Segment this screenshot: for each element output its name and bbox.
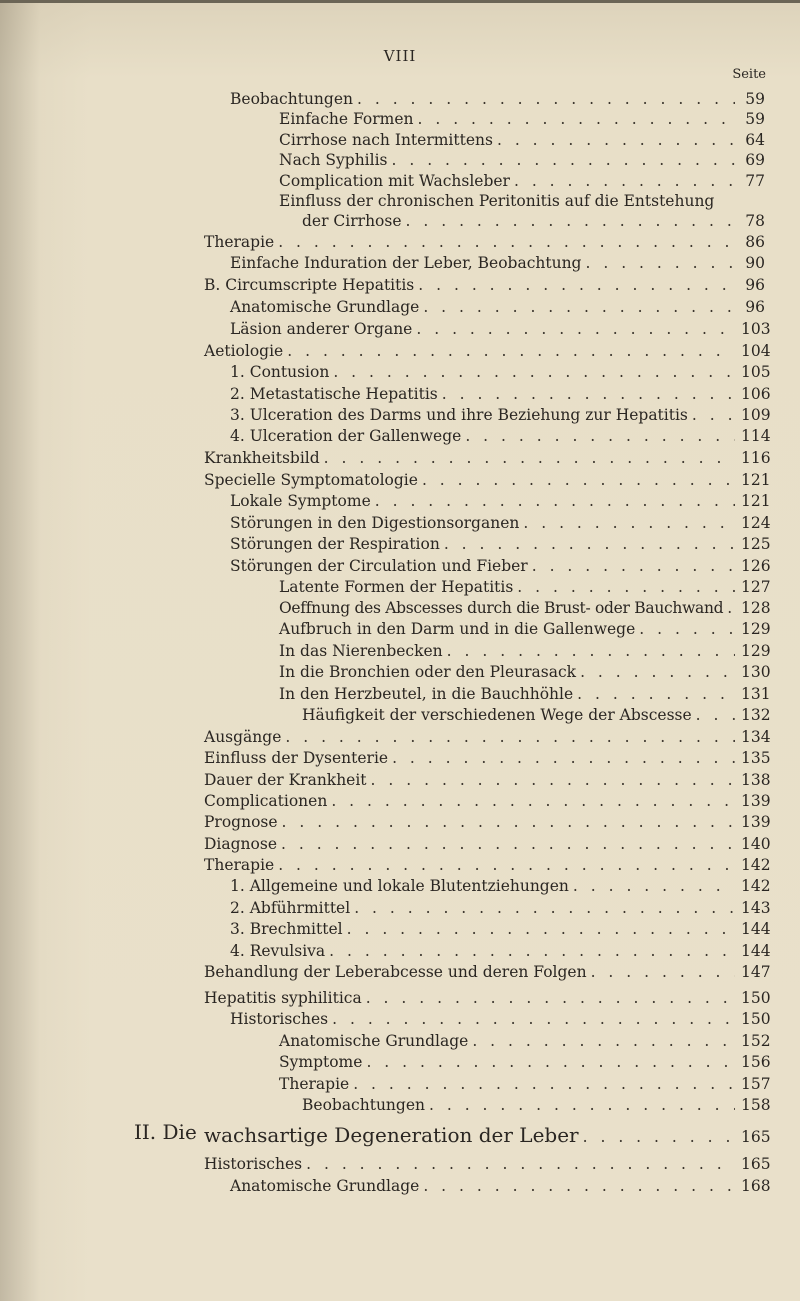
toc-entry-page: 77 [745,172,765,190]
toc-entry[interactable] [230,555,771,577]
toc-entry-title: Einfluss der Dysenterie [204,749,389,767]
toc-entry-page: 96 [745,276,765,294]
toc-entry-page: 59 [745,90,765,108]
toc-entry-page: 125 [741,535,771,553]
toc-entry-page: 103 [741,320,771,338]
top-rule [0,0,800,3]
toc-entry[interactable] [204,726,771,748]
toc-entry-page: 156 [741,1053,771,1071]
toc-entry-page: 152 [741,1032,771,1050]
toc-entry-page: 86 [745,233,765,251]
toc-entry[interactable] [279,149,765,171]
toc-entry-page: 168 [741,1177,771,1195]
toc-entry-page: 143 [741,899,771,917]
toc-entry[interactable] [204,447,771,469]
toc-entry[interactable] [204,811,771,833]
toc-entry-title: Complicationen [204,792,328,810]
toc-entry-title: Aufbruch in den Darm und in die Gallenwege [279,620,636,638]
toc-entry-page: 109 [741,406,771,424]
toc-entry-page: 150 [741,1010,771,1028]
toc-entry[interactable] [204,961,771,983]
toc-entry[interactable] [204,469,771,491]
toc-entry-page: 64 [745,131,765,149]
toc-entry[interactable] [230,383,771,405]
toc-entry[interactable] [204,274,765,296]
toc-entry-title: Therapie [204,233,275,251]
toc-entry-page: 129 [741,642,771,660]
toc-entry[interactable] [302,704,771,726]
toc-entry-title: Einfluss der chronischen Peritonitis auf die Entstehung [279,192,715,210]
toc-entry-page: 127 [741,578,771,596]
toc-entry-page: 158 [741,1096,771,1114]
toc-entry-title: Therapie [204,856,275,874]
toc-entry-page: 121 [741,492,771,510]
toc-entry[interactable] [204,747,771,769]
toc-entry-title: Cirrhose nach Intermittens [279,131,493,149]
toc-entry-page: 114 [741,427,771,445]
seite-column-label: Seite [732,67,766,82]
toc-entry-title: wachsartige Degeneration der Leber [204,1123,579,1147]
toc-entry[interactable] [279,640,771,662]
toc-entry-page: 139 [741,813,771,831]
page-number: VIII [383,47,417,65]
toc-entry-page: 104 [741,342,771,360]
toc-entry-title: Beobachtungen [230,90,353,108]
toc-entry-page: 130 [741,663,771,681]
toc-entry[interactable] [204,1121,771,1149]
toc-entry-page: 142 [741,856,771,874]
toc-entry-title: Therapie [279,1075,350,1093]
toc-entry[interactable] [230,252,765,274]
toc-entry-title: Latente Formen der Hepatitis [279,578,514,596]
toc-entry[interactable] [230,897,771,919]
toc-entry-page: 147 [741,963,771,981]
toc-entry-page: 165 [741,1155,771,1173]
toc-entry[interactable] [204,1153,771,1175]
toc-entry-page: 126 [741,557,771,575]
toc-entry-title: Diagnose [204,835,277,853]
toc-entry-page: 144 [741,920,771,938]
toc-entry[interactable] [279,576,771,598]
toc-entry[interactable] [230,875,771,897]
toc-entry-page: 150 [741,989,771,1007]
toc-entry[interactable] [230,296,765,318]
toc-entry[interactable] [279,1030,771,1052]
toc-entry-title: 3. Ulceration des Darms und ihre Beziehung zur Hepatitis [230,406,688,424]
toc-entry[interactable] [279,683,771,705]
toc-entry-title: Störungen der Circulation und Fieber [230,557,528,575]
toc-entry-page: 138 [741,771,771,789]
toc-entry[interactable] [230,512,771,534]
toc-entry-title: Oeffnung des Abscesses durch die Brust- oder Bauchwand [279,599,724,617]
toc-entry-title: 4. Revulsiva [230,942,326,960]
part-number: II. Die [134,1120,197,1144]
toc-entry-page: 165 [741,1128,771,1146]
toc-entry[interactable] [302,210,765,232]
toc-entry-title: 3. Brechmittel [230,920,343,938]
toc-entry-title: Störungen in den Digestionsorganen [230,514,520,532]
toc-entry-title: Aetiologie [204,342,284,360]
toc-entry-title: Nach Syphilis [279,151,388,169]
toc-entry-title: Anatomische Grundlage [230,298,420,316]
toc-entry[interactable] [230,1175,771,1197]
toc-entry[interactable] [279,129,765,151]
toc-entry-title: Einfache Induration der Leber, Beobachtung [230,254,582,272]
toc-entry-title: Krankheitsbild [204,449,320,467]
toc-entry-title: Läsion anderer Organe [230,320,413,338]
toc-entry-title: In die Bronchien oder den Pleurasack [279,663,577,681]
toc-entry-title: Anatomische Grundlage [230,1177,420,1195]
toc-entry[interactable] [230,318,771,340]
toc-entry-page: 140 [741,835,771,853]
toc-entry-title: 1. Contusion [230,363,330,381]
toc-entry[interactable] [279,1073,771,1095]
toc-entry-title: Historisches [204,1155,303,1173]
toc-entry[interactable] [230,361,771,383]
toc-entry-title: Lokale Symptome [230,492,371,510]
toc-entry[interactable] [279,170,765,192]
toc-entry-page: 90 [745,254,765,272]
toc-entry[interactable] [230,425,771,447]
toc-entry-title: Ausgänge [204,728,282,746]
toc-entry-title: Symptome [279,1053,363,1071]
toc-entry-title: Historisches [230,1010,329,1028]
toc-entry-title: der Cirrhose [302,212,402,230]
toc-entry-title: Störungen der Respiration [230,535,440,553]
toc-entry-title: Hepatitis syphilitica [204,989,362,1007]
toc-entry-page: 134 [741,728,771,746]
toc-entry[interactable] [204,340,771,362]
toc-entry[interactable] [204,833,771,855]
toc-entry[interactable] [230,490,771,512]
toc-entry-title: Complication mit Wachsleber [279,172,510,190]
toc-entry-title: 2. Metastatische Hepatitis [230,385,438,403]
toc-entry-page: 144 [741,942,771,960]
toc-entry-title: Beobachtungen [302,1096,425,1114]
toc-entry[interactable] [279,1051,771,1073]
toc-entry[interactable] [204,769,771,791]
toc-entry-page: 124 [741,514,771,532]
toc-entry-page: 121 [741,471,771,489]
toc-entry-title: 1. Allgemeine und lokale Blutentziehungen [230,877,569,895]
toc-entry-title: In den Herzbeutel, in die Bauchhöhle [279,685,574,703]
toc-entry[interactable] [302,1094,771,1116]
toc-entry[interactable] [230,533,771,555]
toc-entry-title: Specielle Symptomatologie [204,471,418,489]
toc-entry-page: 69 [745,151,765,169]
toc-entry[interactable] [204,790,771,812]
toc-entry[interactable] [279,618,771,640]
toc-entry-title: Dauer der Krankheit [204,771,367,789]
toc-entry[interactable] [230,88,765,110]
toc-entry[interactable] [204,231,765,253]
toc-entry-page: 128 [741,599,771,617]
toc-entry-page: 157 [741,1075,771,1093]
toc-entry-page: 129 [741,620,771,638]
toc-entry-page: 139 [741,792,771,810]
toc-entry[interactable] [230,918,771,940]
toc-entry-page: 142 [741,877,771,895]
toc-entry[interactable] [230,1008,771,1030]
toc-entry-page: 132 [741,706,771,724]
toc-entry-title: 4. Ulceration der Gallenwege [230,427,462,445]
toc-entry[interactable] [230,404,771,426]
toc-entry-title: Behandlung der Leberabcesse und deren Folgen [204,963,587,981]
toc-entry[interactable] [204,987,771,1009]
toc-entry-page: 135 [741,749,771,767]
toc-entry-page: 78 [745,212,765,230]
toc-entry-title: Einfache Formen [279,110,414,128]
toc-entry-page: 96 [745,298,765,316]
toc-entry-title: Anatomische Grundlage [279,1032,469,1050]
toc-entry-page: 116 [741,449,771,467]
toc-entry-page: 59 [745,110,765,128]
toc-entry-title: In das Nierenbecken [279,642,443,660]
toc-entry[interactable] [279,661,771,683]
toc-entry[interactable] [204,854,771,876]
toc-entry[interactable] [279,597,771,619]
toc-entry[interactable] [279,108,765,130]
toc-entry-title: Häufigkeit der verschiedenen Wege der Abscesse [302,706,692,724]
toc-entry-page: 106 [741,385,771,403]
toc-entry[interactable] [230,940,771,962]
toc-entry-title: Prognose [204,813,278,831]
toc-entry-page: 131 [741,685,771,703]
toc-entry-page: 105 [741,363,771,381]
toc-entry-title: B. Circumscripte Hepatitis [204,276,415,294]
toc-entry-title: 2. Abführmittel [230,899,351,917]
